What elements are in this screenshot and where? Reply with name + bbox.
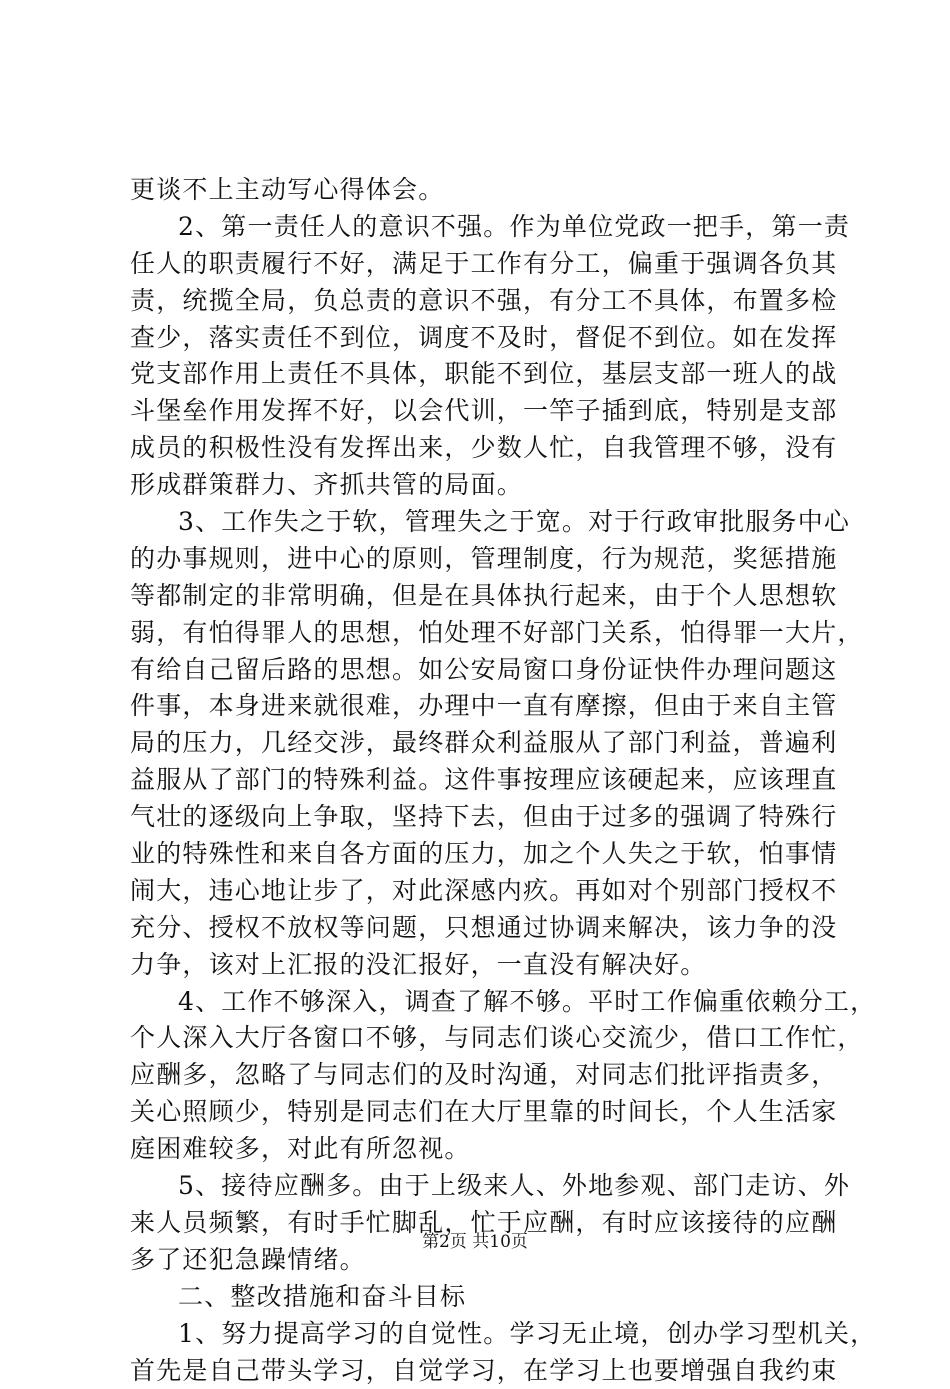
paragraph-line: 益服从了部门的特殊利益。这件事按理应该硬起来，应该理直: [130, 762, 842, 799]
paragraph-line: 充分、授权不放权等问题，只想通过协调来解决，该力争的没: [130, 910, 842, 947]
paragraph-first-line: 二、整改措施和奋斗目标: [130, 1279, 842, 1316]
paragraph-line: 件事，本身进来就很难，办理中一直有摩擦，但由于来自主管: [130, 688, 842, 725]
paragraph-line: 党支部作用上责任不具体，职能不到位，基层支部一班人的战: [130, 356, 842, 393]
paragraph-line: 力争，该对上汇报的没汇报好，一直没有解决好。: [130, 947, 842, 984]
paragraph-line: 弱，有怕得罪人的思想，怕处理不好部门关系，怕得罪一大片，: [130, 615, 842, 652]
paragraph-line: 局的压力，几经交涉，最终群众利益服从了部门利益，普遍利: [130, 725, 842, 762]
paragraph-line: 形成群策群力、齐抓共管的局面。: [130, 467, 842, 504]
paragraph-line: 应酬多，忽略了与同志们的及时沟通，对同志们批评指责多，: [130, 1057, 842, 1094]
paragraph-first-line: 3、工作失之于软，管理失之于宽。对于行政审批服务中心: [130, 504, 842, 541]
paragraph-line: 业的特殊性和来自各方面的压力，加之个人失之于软，怕事情: [130, 836, 842, 873]
paragraph-line: 关心照顾少，特别是同志们在大厅里靠的时间长，个人生活家: [130, 1094, 842, 1131]
paragraph-line: 等都制定的非常明确，但是在具体执行起来，由于个人思想软: [130, 578, 842, 615]
paragraph-line: 多了还犯急躁情绪。: [130, 1242, 842, 1279]
paragraph-line: 责，统揽全局，负总责的意识不强，有分工不具体，布置多检: [130, 283, 842, 320]
paragraph-line: 斗堡垒作用发挥不好，以会代训，一竿子插到底，特别是支部: [130, 393, 842, 430]
paragraph-line: 闹大，违心地让步了，对此深感内疚。再如对个别部门授权不: [130, 873, 842, 910]
paragraph-first-line: 5、接待应酬多。由于上级来人、外地参观、部门走访、外: [130, 1168, 842, 1205]
paragraph-line: 查少，落实责任不到位，调度不及时，督促不到位。如在发挥: [130, 320, 842, 357]
paragraph-line: 更谈不上主动写心得体会。: [130, 172, 842, 209]
paragraph-line: 庭困难较多，对此有所忽视。: [130, 1131, 842, 1168]
paragraph-line: 个人深入大厅各窗口不够，与同志们谈心交流少，借口工作忙，: [130, 1020, 842, 1057]
paragraph-line: 来人员频繁，有时手忙脚乱，忙于应酬，有时应该接待的应酬: [130, 1205, 842, 1242]
paragraph-line: 的办事规则，进中心的原则，管理制度，行为规范，奖惩措施: [130, 541, 842, 578]
paragraph-line: 首先是自己带头学习，自觉学习，在学习上也要增强自我约束: [130, 1353, 842, 1389]
paragraph-line: 气壮的逐级向上争取，坚持下去，但由于过多的强调了特殊行: [130, 799, 842, 836]
paragraph-line: 任人的职责履行不好，满足于工作有分工，偏重于强调各负其: [130, 246, 842, 283]
paragraph-line: 有给自己留后路的思想。如公安局窗口身份证快件办理问题这: [130, 652, 842, 689]
paragraph-first-line: 4、工作不够深入，调查了解不够。平时工作偏重依赖分工，: [130, 984, 842, 1021]
paragraph-first-line: 2、第一责任人的意识不强。作为单位党政一把手，第一责: [130, 209, 842, 246]
page-footer: 第2页 共10页: [0, 1232, 950, 1252]
paragraph-line: 成员的积极性没有发挥出来，少数人忙，自我管理不够，没有: [130, 430, 842, 467]
document-body: [130, 172, 842, 1389]
paragraph-first-line: 1、努力提高学习的自觉性。学习无止境，创办学习型机关，: [130, 1316, 842, 1353]
